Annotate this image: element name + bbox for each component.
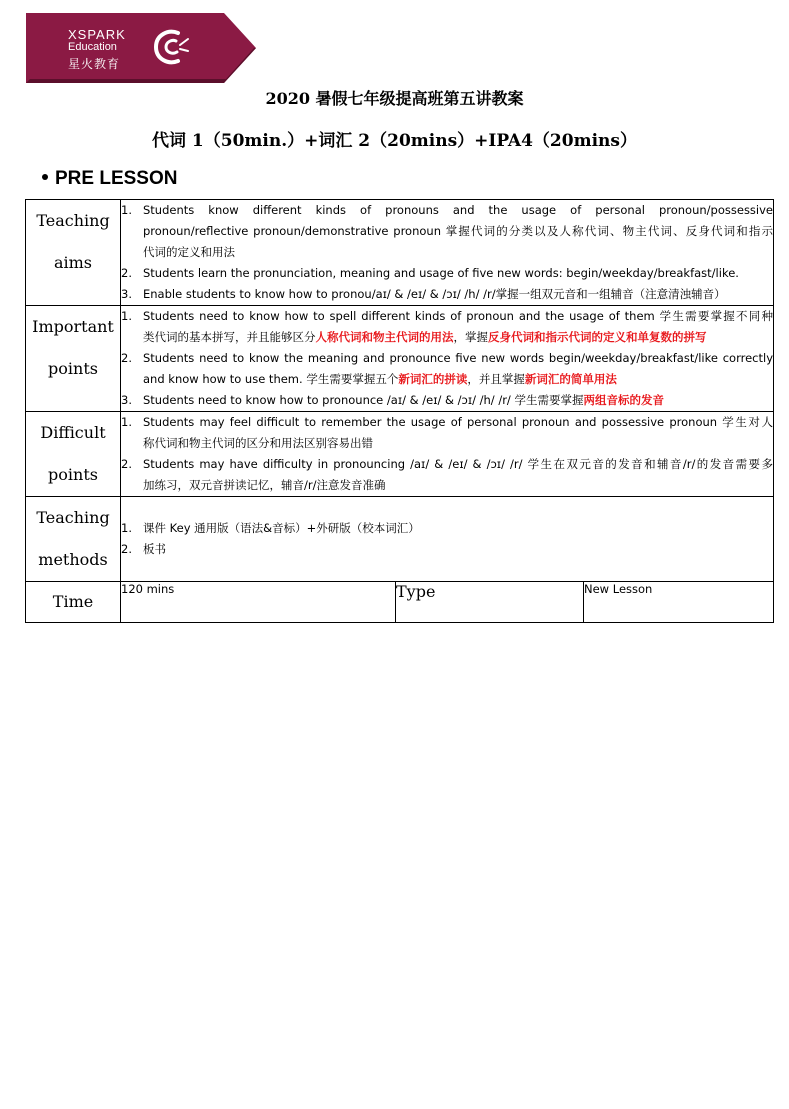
list-item bbox=[121, 539, 773, 560]
list-item bbox=[121, 306, 773, 348]
list-item bbox=[121, 263, 773, 284]
teaching-methods-content bbox=[121, 497, 774, 582]
time-value: 120 mins bbox=[121, 582, 396, 623]
item-text: Students know different kinds of pronouns and the usage of personal pronoun/possessive bbox=[143, 203, 774, 217]
label-type: Type bbox=[396, 582, 584, 623]
item-number: 3. bbox=[121, 393, 132, 407]
item-number: 2. bbox=[121, 351, 132, 365]
row-difficult-points bbox=[26, 412, 774, 497]
row-important-points bbox=[26, 306, 774, 412]
teaching-aims-content bbox=[121, 200, 774, 306]
highlight-text: 新词汇的拼读 bbox=[398, 372, 468, 386]
item-text: ，掌握 bbox=[453, 330, 488, 344]
item-number: 1. bbox=[121, 203, 132, 217]
item-text: Students may feel difficult to remember the usage of personal pronoun and possessive pronoun 学生对人 bbox=[143, 415, 774, 429]
label-line: points bbox=[48, 359, 98, 378]
section-heading bbox=[42, 168, 177, 190]
label-line: Teaching bbox=[36, 211, 110, 230]
item-text: Students need to know how to spell different kinds of pronoun and the usage of them 学生需要掌握不同种 bbox=[143, 309, 774, 323]
label-line: methods bbox=[38, 550, 108, 569]
item-text: ，并且掌握 bbox=[467, 372, 525, 386]
document-subtitle: 代词 1（50min.）+词汇 2（20mins）+IPA4（20mins） bbox=[152, 131, 637, 151]
item-text: Students need to know how to pronounce /aɪ/ & /eɪ/ & /ɔɪ/ /h/ /r/ 学生需要掌握 bbox=[143, 393, 584, 407]
methods-list bbox=[121, 518, 773, 560]
logo-text-education: Education bbox=[68, 41, 117, 53]
row-time bbox=[26, 582, 774, 623]
aims-list bbox=[121, 200, 773, 305]
difficult-list bbox=[121, 412, 773, 496]
logo-banner-shape bbox=[26, 13, 256, 83]
type-value: New Lesson bbox=[584, 582, 774, 623]
label-line: Difficult bbox=[40, 423, 106, 442]
item-text: Students need to know the meaning and pronounce five new words begin/weekday/breakfast/like correctly bbox=[143, 351, 774, 365]
list-item bbox=[121, 454, 773, 496]
list-item bbox=[121, 284, 773, 305]
item-number: 2. bbox=[121, 542, 132, 556]
label-time: Time bbox=[26, 582, 121, 623]
label-teaching-methods bbox=[26, 497, 121, 582]
highlight-text: 新词汇的简单用法 bbox=[524, 372, 617, 386]
list-item bbox=[121, 390, 773, 411]
item-number: 1. bbox=[121, 309, 132, 323]
item-text: 课件 Key 通用版（语法&音标）+外研版（校本词汇） bbox=[143, 521, 420, 535]
list-item bbox=[121, 200, 773, 263]
label-teaching-aims bbox=[26, 200, 121, 306]
item-number: 1. bbox=[121, 415, 132, 429]
row-teaching-aims bbox=[26, 200, 774, 306]
label-line: points bbox=[48, 465, 98, 484]
highlight-text: 人称代词和物主代词的用法 bbox=[315, 330, 454, 344]
section-heading-text: PRE LESSON bbox=[55, 168, 178, 189]
label-line: Important bbox=[32, 317, 114, 336]
item-number: 1. bbox=[121, 521, 132, 535]
item-text: and know how to use them. 学生需要掌握五个 bbox=[143, 372, 399, 386]
label-line: aims bbox=[53, 253, 93, 272]
important-list bbox=[121, 306, 773, 411]
label-difficult-points bbox=[26, 412, 121, 497]
item-number: 2. bbox=[121, 457, 132, 471]
item-number: 2. bbox=[121, 266, 132, 280]
highlight-text: 反身代词和指示代词的定义和单复数的拼写 bbox=[488, 330, 707, 344]
document-title: 2020 暑假七年级提高班第五讲教案 bbox=[265, 89, 524, 108]
item-text: 代词的定义和用法 bbox=[143, 245, 235, 259]
list-item bbox=[121, 412, 773, 454]
item-text: 加练习，双元音拼读记忆，辅音/r/注意发音准确 bbox=[143, 478, 386, 492]
item-text: Students may have difficulty in pronouncing /aɪ/ & /eɪ/ & /ɔɪ/ /r/ 学生在双元音的发音和辅音/r/的发音需要多 bbox=[143, 457, 774, 471]
label-important-points bbox=[26, 306, 121, 412]
difficult-points-content bbox=[121, 412, 774, 497]
bullet-icon bbox=[42, 174, 48, 180]
spark-icon bbox=[150, 25, 190, 69]
item-text: Students learn the pronunciation, meaning and usage of five new words: begin/weekday/breakfast/like. bbox=[143, 266, 739, 280]
logo-text-xspark: XSPARK bbox=[68, 27, 126, 42]
list-item bbox=[121, 348, 773, 390]
lesson-plan-table bbox=[25, 199, 774, 623]
logo-text-chinese: 星火教育 bbox=[68, 57, 121, 71]
highlight-text: 两组音标的发音 bbox=[583, 393, 664, 407]
row-teaching-methods bbox=[26, 497, 774, 582]
list-item bbox=[121, 518, 773, 539]
item-text: Enable students to know how to pronou/aɪ/ & /eɪ/ & /ɔɪ/ /h/ /r/掌握一组双元音和一组辅音（注意清浊辅音） bbox=[143, 287, 726, 301]
label-line: Teaching bbox=[36, 508, 110, 527]
important-points-content bbox=[121, 306, 774, 412]
item-number: 3. bbox=[121, 287, 132, 301]
item-text: pronoun/reflective pronoun/demonstrative pronoun 掌握代词的分类以及人称代词、物主代词、反身代词和指示 bbox=[143, 224, 774, 238]
item-text: 板书 bbox=[143, 542, 166, 556]
item-text: 类代词的基本拼写，并且能够区分 bbox=[143, 330, 316, 344]
item-text: 称代词和物主代词的区分和用法区别容易出错 bbox=[143, 436, 373, 450]
logo bbox=[26, 13, 256, 83]
